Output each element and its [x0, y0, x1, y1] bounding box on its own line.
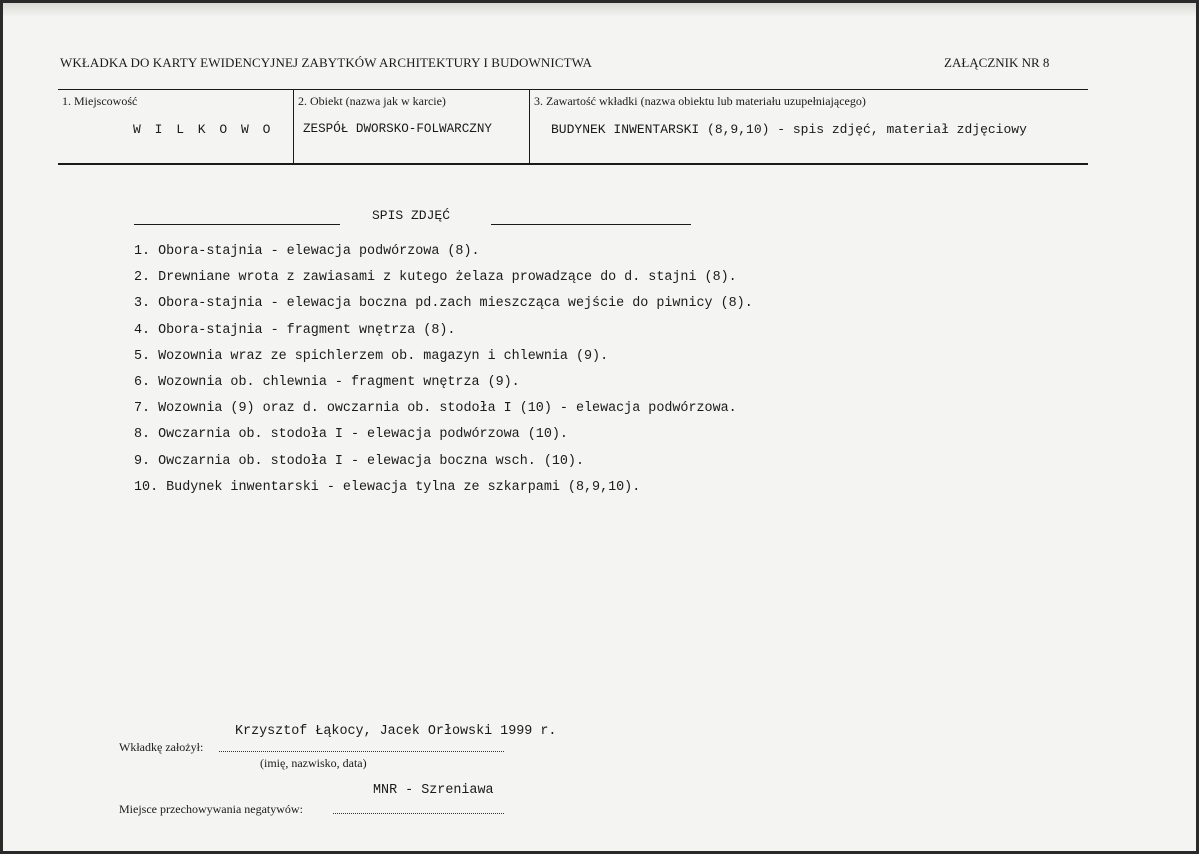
heading-line-right	[491, 224, 691, 225]
list-item: 4. Obora-stajnia - fragment wnętrza (8).	[134, 322, 456, 338]
table-bottom-rule	[58, 163, 1088, 165]
column-divider-1	[293, 89, 294, 164]
annex-number: ZAŁĄCZNIK NR 8	[944, 55, 1050, 70]
locality-value: W I L K O W O	[133, 122, 274, 137]
contents-label: 3. Zawartość wkładki (nazwa obiektu lub materiału uzupełniającego)	[534, 94, 866, 108]
section-title: SPIS ZDJĘĆ	[372, 208, 451, 223]
list-item: 10. Budynek inwentarski - elewacja tylna ze szkarpami (8,9,10).	[134, 479, 641, 495]
contents-value: BUDYNEK INWENTARSKI (8,9,10) - spis zdjęć, materiał zdjęciowy	[551, 122, 1027, 137]
list-item: 3. Obora-stajnia - elewacja boczna pd.zach mieszcząca wejście do piwnicy (8).	[134, 296, 753, 312]
object-value: ZESPÓŁ DWORSKO-FOLWARCZNY	[303, 122, 492, 136]
author-hint: (imię, nazwisko, data)	[260, 756, 367, 770]
photo-list	[134, 242, 753, 504]
list-item: 2. Drewniane wrota z zawiasami z kutego żelaza prowadzące do d. stajni (8).	[134, 270, 737, 286]
list-item: 9. Owczarnia ob. stodoła I - elewacja boczna wsch. (10).	[134, 453, 584, 469]
scan-edge	[3, 3, 1196, 17]
list-item: 1. Obora-stajnia - elewacja podwórzowa (8).	[134, 244, 480, 259]
list-item: 7. Wozownia (9) oraz d. owczarnia ob. stodoła I (10) - elewacja podwórzowa.	[134, 401, 737, 417]
locality-label: 1. Miejscowość	[62, 94, 138, 108]
form-title: WKŁADKA DO KARTY EWIDENCYJNEJ ZABYTKÓW ARCHITEKTURY I BUDOWNICTWA	[60, 55, 593, 70]
list-item: 5. Wozownia wraz ze spichlerzem ob. magazyn i chlewnia (9).	[134, 348, 609, 364]
author-label: Wkładkę założył:	[119, 740, 204, 754]
column-divider-2	[529, 89, 530, 164]
list-item: 6. Wozownia ob. chlewnia - fragment wnętrza (9).	[134, 374, 520, 390]
author-dotted-line	[219, 751, 504, 752]
storage-dotted-line	[333, 813, 504, 814]
table-top-rule	[58, 89, 1088, 90]
author-value: Krzysztof Łąkocy, Jacek Orłowski 1999 r.	[235, 724, 557, 739]
object-label: 2. Obiekt (nazwa jak w karcie)	[298, 94, 446, 108]
storage-value: MNR - Szreniawa	[373, 783, 494, 798]
heading-line-left	[134, 224, 340, 225]
storage-label: Miejsce przechowywania negatywów:	[119, 802, 303, 816]
list-item: 8. Owczarnia ob. stodoła I - elewacja podwórzowa (10).	[134, 427, 568, 443]
